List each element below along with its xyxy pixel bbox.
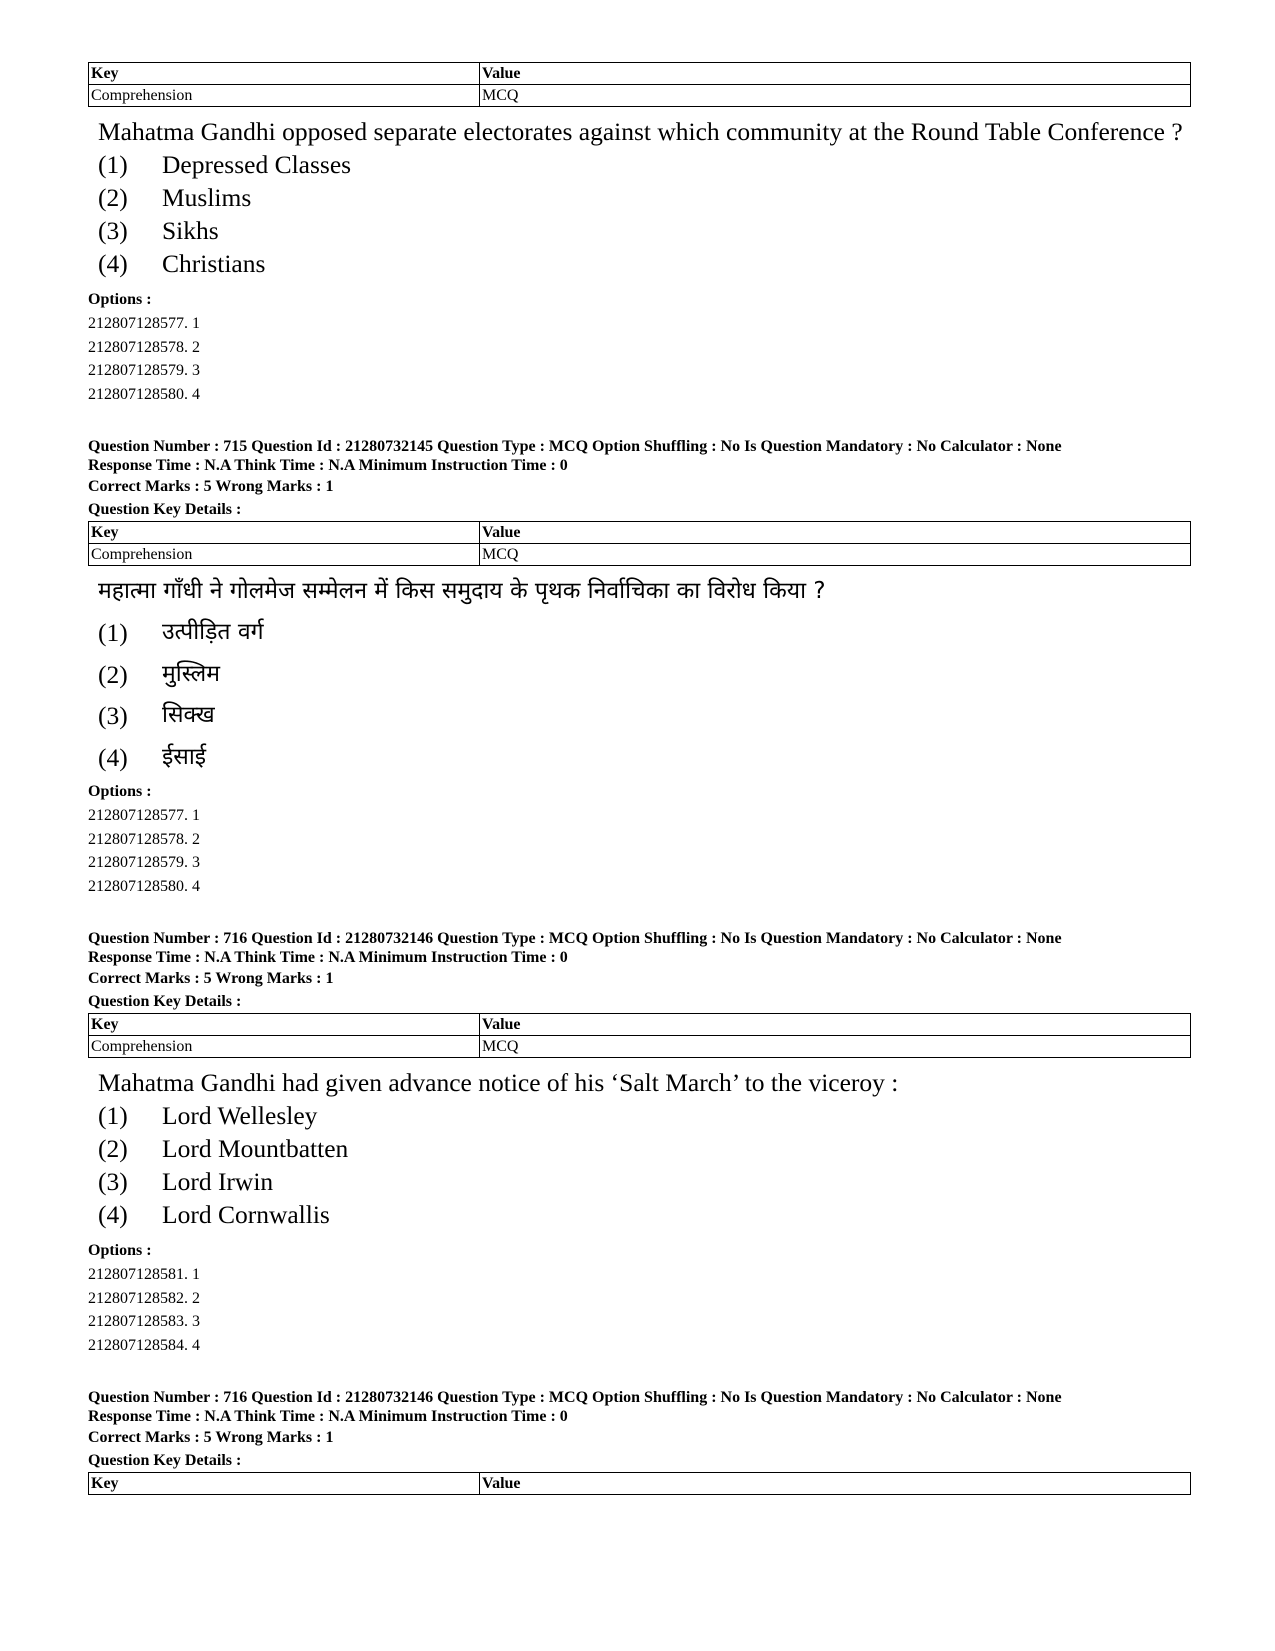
choice-text: सिक्ख: [162, 702, 215, 728]
choice-list: [88, 148, 1195, 280]
key-header: Key: [89, 1014, 480, 1036]
choice-item: [98, 181, 1195, 214]
choice-item: [98, 695, 1195, 737]
choice-list: [88, 612, 1195, 778]
key-table-header-row: [89, 1473, 1191, 1495]
choice-item: [98, 612, 1195, 654]
choice-text: Lord Wellesley: [162, 1101, 318, 1130]
question-block: [88, 62, 1195, 406]
key-cell: Comprehension: [89, 85, 480, 107]
key-details-label: Question Key Details :: [88, 1452, 242, 1469]
choice-number: (3): [98, 1167, 128, 1196]
document-page: [88, 62, 1195, 1495]
options-label: Options :: [88, 1242, 152, 1259]
choice-number: (3): [98, 216, 128, 245]
marks-line: Correct Marks : 5 Wrong Marks : 1: [88, 478, 334, 495]
key-table-row: [89, 1036, 1191, 1058]
key-details-label: Question Key Details :: [88, 501, 242, 518]
choice-text: Lord Cornwallis: [162, 1200, 330, 1229]
question-meta-line: Question Number : 716 Question Id : 21280732146 Question Type : MCQ Option Shuffling : No Is Question Mandatory : No Calculator : None: [88, 930, 1062, 947]
key-header: Key: [89, 63, 480, 85]
option-id: 212807128584. 4: [88, 1336, 200, 1354]
choice-item: [98, 1165, 1195, 1198]
option-id: 212807128581. 1: [88, 1266, 200, 1283]
choice-item: [98, 1198, 1195, 1231]
choice-item: [98, 247, 1195, 280]
choice-text: Muslims: [162, 183, 252, 212]
question-key-table: [88, 1472, 1191, 1495]
choice-number: (4): [98, 1200, 128, 1229]
option-id: 212807128579. 3: [88, 854, 200, 871]
question-key-table: [88, 1013, 1191, 1058]
option-id: 212807128578. 2: [88, 830, 200, 848]
question-key-table: [88, 62, 1191, 107]
choice-number: (1): [98, 1101, 128, 1130]
question-time-line: Response Time : N.A Think Time : N.A Minimum Instruction Time : 0: [88, 1408, 568, 1425]
option-id: 212807128577. 1: [88, 315, 200, 332]
marks-line: Correct Marks : 5 Wrong Marks : 1: [88, 970, 334, 987]
key-table-header-row: [89, 1014, 1191, 1036]
choice-item: [98, 654, 1195, 696]
choice-list: [88, 1099, 1195, 1231]
options-label: Options :: [88, 783, 152, 800]
choice-number: (3): [98, 701, 128, 730]
question-time-line: Response Time : N.A Think Time : N.A Minimum Instruction Time : 0: [88, 949, 568, 966]
key-cell: Comprehension: [89, 1036, 480, 1058]
option-id: 212807128582. 2: [88, 1289, 200, 1307]
key-header: Key: [89, 522, 480, 544]
choice-item: [98, 1099, 1195, 1132]
choice-text: उत्पीड़ित वर्ग: [162, 619, 264, 645]
choice-item: [98, 737, 1195, 779]
question-block: [88, 929, 1195, 1357]
key-table-header-row: [89, 63, 1191, 85]
key-header: Key: [89, 1473, 480, 1495]
choice-text: Lord Mountbatten: [162, 1134, 349, 1163]
choice-item: [98, 148, 1195, 181]
key-cell: Comprehension: [89, 544, 480, 566]
question-time-line: Response Time : N.A Think Time : N.A Minimum Instruction Time : 0: [88, 457, 568, 474]
key-table-header-row: [89, 522, 1191, 544]
choice-number: (4): [98, 742, 128, 772]
choice-item: [98, 1132, 1195, 1165]
value-header: Value: [480, 63, 1191, 85]
question-text: Mahatma Gandhi opposed separate electorates against which community at the Round Table Conference ?: [98, 117, 1183, 146]
option-id: 212807128578. 2: [88, 338, 200, 356]
question-block: [88, 1388, 1195, 1495]
question-text: Mahatma Gandhi had given advance notice of his ‘Salt March’ to the viceroy :: [98, 1068, 899, 1097]
choice-number: (2): [98, 659, 128, 689]
option-id: 212807128579. 3: [88, 362, 200, 379]
key-details-label: Question Key Details :: [88, 993, 242, 1010]
marks-line: Correct Marks : 5 Wrong Marks : 1: [88, 1429, 334, 1446]
value-header: Value: [480, 522, 1191, 544]
choice-text: Sikhs: [162, 216, 219, 245]
choice-number: (2): [98, 1134, 128, 1163]
option-id: 212807128577. 1: [88, 807, 200, 824]
value-cell: MCQ: [480, 85, 1191, 107]
question-key-table: [88, 521, 1191, 566]
options-label: Options :: [88, 291, 152, 308]
choice-text: ईसाई: [162, 743, 207, 770]
question-block: [88, 437, 1195, 898]
choice-text: Depressed Classes: [162, 150, 352, 179]
question-meta-line: Question Number : 715 Question Id : 21280732145 Question Type : MCQ Option Shuffling : No Is Question Mandatory : No Calculator : None: [88, 438, 1062, 455]
value-cell: MCQ: [480, 1036, 1191, 1058]
choice-text: Christians: [162, 249, 266, 278]
value-header: Value: [480, 1473, 1191, 1495]
option-id: 212807128583. 3: [88, 1313, 200, 1330]
choice-text: Lord Irwin: [162, 1167, 274, 1196]
key-table-row: [89, 544, 1191, 566]
question-text: महात्मा गाँधी ने गोलमेज सम्मेलन में किस समुदाय के पृथक निर्वाचिका का विरोध किया ?: [98, 578, 826, 604]
choice-number: (2): [98, 183, 128, 212]
value-cell: MCQ: [480, 544, 1191, 566]
choice-number: (1): [98, 150, 128, 179]
question-meta-line: Question Number : 716 Question Id : 21280732146 Question Type : MCQ Option Shuffling : No Is Question Mandatory : No Calculator : None: [88, 1389, 1062, 1406]
choice-number: (4): [98, 249, 128, 278]
value-header: Value: [480, 1014, 1191, 1036]
choice-text: मुस्लिम: [162, 660, 221, 687]
option-id: 212807128580. 4: [88, 385, 200, 403]
key-table-row: [89, 85, 1191, 107]
choice-number: (1): [98, 618, 128, 647]
choice-item: [98, 214, 1195, 247]
option-id: 212807128580. 4: [88, 877, 200, 895]
